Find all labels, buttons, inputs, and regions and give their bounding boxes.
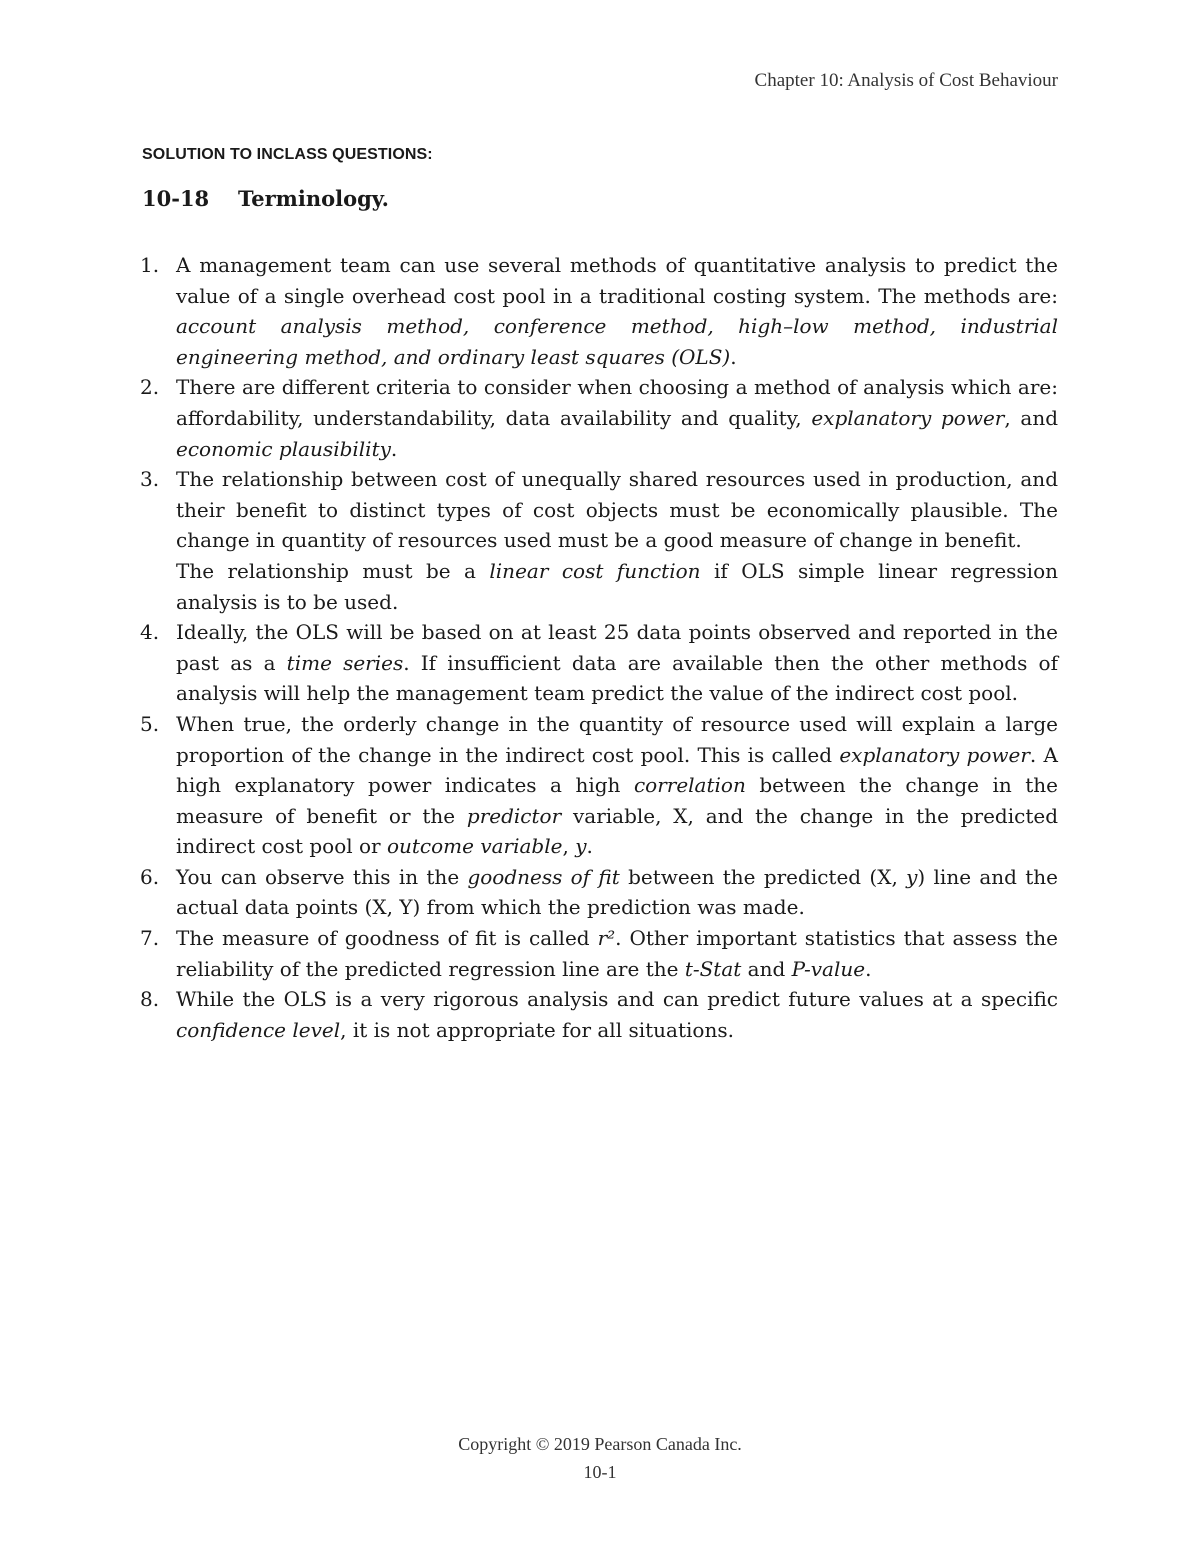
answer-number: 2. (140, 375, 160, 400)
answer-text: and (741, 956, 792, 981)
answer-text: ) line and the actual data points (X, Y) from which the prediction was made. (176, 864, 1059, 920)
answer-item (140, 862, 1058, 923)
answer-term: t-Stat (684, 956, 742, 981)
answer-text: between the predicted (X, (619, 864, 907, 889)
answer-item (140, 923, 1058, 984)
answer-text: . (865, 956, 872, 981)
problem-title: Terminology. (238, 186, 389, 211)
answer-term: P-value (791, 956, 866, 981)
answer-text: A management team can use several methods of quantitative analysis to predict the value of a single overhead cost pool in a traditional costing system. The methods are: (176, 253, 1058, 308)
answer-text: . (730, 344, 737, 369)
answer-item (140, 709, 1058, 862)
answer-number: 1. (140, 253, 160, 277)
answer-text: . If insufficient data are available then the other methods of analysis will help the management team predict the value of the indirect cost pool. (176, 650, 1058, 706)
answer-text: , it is not appropriate for all situations. (340, 1017, 734, 1042)
answer-term: correlation (633, 773, 746, 798)
page-number: 10-1 (583, 1462, 617, 1482)
answer-item (140, 372, 1058, 464)
answer-term: y (906, 864, 918, 889)
answer-text: if OLS simple linear regression analysis is to be used. (176, 558, 1059, 614)
answer-number: 4. (140, 620, 160, 645)
answer-item (140, 617, 1058, 709)
answer-term: goodness of fit (467, 864, 620, 889)
problem-heading (142, 186, 389, 211)
answer-text: The measure of goodness of fit is called (176, 926, 598, 951)
answer-term: account analysis method, conference method, high–low method, industrial engineering method, and ordinary least squares (OLS) (176, 314, 1058, 369)
answer-item (140, 984, 1058, 1045)
answer-text: When true, the orderly change in the quantity of resource used will explain a large proportion of the change in the indirect cost pool. This is called (176, 711, 1058, 767)
answer-text: . Other important statistics that assess the reliability of the predicted regression line are the (176, 926, 1059, 981)
answer-term: linear cost function (489, 558, 701, 583)
answer-text: . (390, 436, 398, 461)
answer-number: 6. (140, 864, 160, 889)
answer-text: between the change in the measure of benefit or the (176, 773, 1058, 828)
answer-text: While the OLS is a very rigorous analysis and can predict future values at a specific (176, 987, 1058, 1012)
answer-number: 5. (140, 711, 160, 736)
answer-text: The relationship between cost of unequally shared resources used in production, and their benefit to distinct types of cost objects must be economically plausible. The change in quantity of resources used must be a good measure of change in benefit. (176, 467, 1058, 553)
answer-text: . A high explanatory power indicates a high (176, 742, 1058, 798)
problem-number: 10-18 (142, 186, 210, 211)
answer-text: , (562, 834, 576, 859)
chapter-header: Chapter 10: Analysis of Cost Behaviour (754, 70, 1058, 91)
answer-number: 8. (140, 987, 160, 1012)
copyright-notice: Copyright © 2019 Pearson Canada Inc. (458, 1434, 742, 1454)
answer-term: confidence level (176, 1017, 341, 1042)
answer-term: economic plausibility (176, 436, 391, 461)
answer-term: y (575, 834, 587, 859)
answer-term: r² (597, 926, 616, 951)
answer-term: time series (286, 650, 404, 675)
answer-text: variable, X, and the change in the predicted indirect cost pool or (176, 803, 1058, 859)
answer-text: . (586, 834, 593, 859)
answer-number: 7. (140, 926, 160, 951)
answer-item (140, 464, 1058, 617)
answer-text: Ideally, the OLS will be based on at least 25 data points observed and reported in the past as a (176, 620, 1058, 675)
answer-list (140, 250, 1058, 1045)
answer-term: outcome variable (386, 834, 563, 859)
answer-number: 3. (140, 467, 160, 492)
answer-text: The relationship must be a (176, 558, 490, 583)
section-label: SOLUTION TO INCLASS QUESTIONS: (142, 146, 433, 163)
answer-term: explanatory power (839, 742, 1030, 767)
answer-term: predictor (466, 803, 562, 828)
answer-text: You can observe this in the (176, 864, 468, 889)
answer-text: , and (1004, 405, 1059, 430)
answer-text: There are different criteria to consider when choosing a method of analysis which are: affordability, understandability, data availability and quality, (176, 375, 1058, 430)
answer-item (140, 250, 1058, 372)
answer-term: explanatory power (811, 405, 1005, 430)
